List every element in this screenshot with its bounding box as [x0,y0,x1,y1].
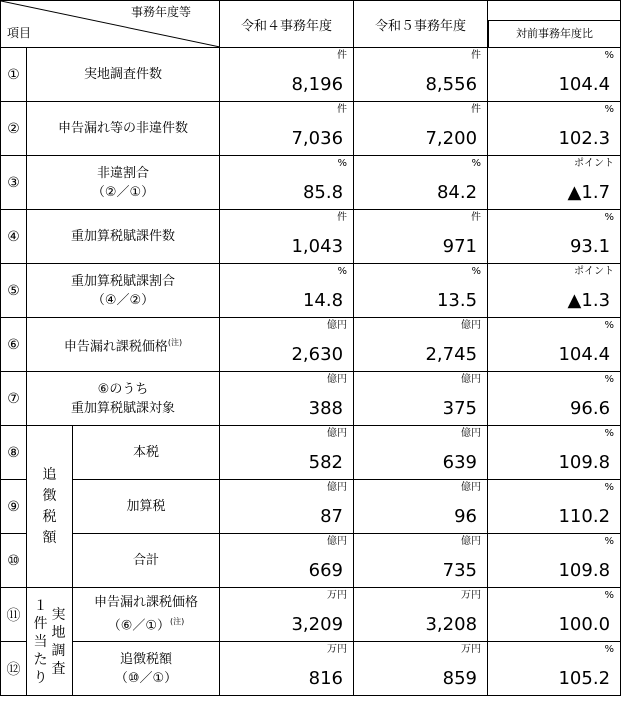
corner-header-cell [1,1,220,48]
value-ratio: 104.4 [558,344,611,365]
row-label-line1: 合計 [133,553,160,568]
row-number: ④ [1,210,27,264]
row-label-line1: 非違割合 [97,165,150,181]
unit-r5: 万円 [461,590,482,601]
table-row [1,264,621,318]
header-ratio-cell [488,1,621,48]
group-char: た [33,651,48,668]
cell-r4 [220,480,354,534]
table-row [1,318,621,372]
row-label [27,102,220,156]
group-char: 実 [51,606,66,623]
cell-r5 [354,264,488,318]
row-number: ⑥ [1,318,27,372]
unit-r5: % [471,158,482,169]
value-r5: 13.5 [436,290,478,311]
cell-ratio [488,372,621,426]
cell-ratio [488,642,621,696]
group-label-per-case [27,588,73,696]
cell-r5 [354,642,488,696]
unit-ratio: % [604,374,615,385]
group-char: 税 [42,508,57,525]
group-label-per-case-b [52,597,66,687]
row-label [73,588,220,642]
unit-ratio: % [604,104,615,115]
unit-r4: 億円 [327,482,348,493]
value-r5: 735 [442,560,478,581]
cell-r5 [354,318,488,372]
row-number: ⑧ [1,426,27,480]
unit-r5: 億円 [461,536,482,547]
row-label [27,372,220,426]
table-row [1,534,621,588]
cell-ratio [488,48,621,102]
cell-r5 [354,426,488,480]
cell-r4 [220,426,354,480]
unit-r5: 件 [471,50,482,61]
value-r4: 1,043 [291,236,344,257]
unit-r4: 件 [337,104,348,115]
row-number: ⑪ [1,588,27,642]
row-number: ② [1,102,27,156]
row-label-line1: 加算税 [126,499,166,514]
cell-r5 [354,480,488,534]
value-ratio: ▲1.7 [567,182,611,203]
cell-r5 [354,210,488,264]
group-char: 当 [33,633,48,650]
cell-ratio [488,480,621,534]
table-row [1,480,621,534]
row-label-line1: 実地調査件数 [84,67,163,82]
cell-ratio [488,426,621,480]
value-r4: 14.8 [302,290,344,311]
row-label-line1: 申告漏れ等の非違件数 [58,121,189,136]
cell-r4 [220,318,354,372]
unit-ratio: ポイント [574,158,615,169]
table-row [1,426,621,480]
table-row [1,210,621,264]
column-header-label: 事務年度等 [131,5,192,19]
row-label-line1: 重加算税賦課割合 [71,273,176,289]
value-r5: 971 [442,236,478,257]
header-r4: 令和４事務年度 [220,1,354,48]
row-label-line1: 本税 [133,445,160,460]
cell-ratio [488,588,621,642]
value-r5: 84.2 [436,182,478,203]
unit-ratio: % [604,428,615,439]
cell-r4 [220,210,354,264]
cell-ratio [488,102,621,156]
cell-r4 [220,372,354,426]
unit-r5: % [471,266,482,277]
value-ratio: 100.0 [558,614,611,635]
unit-ratio: % [604,644,615,655]
unit-r5: 億円 [461,320,482,331]
group-char: １ [33,597,48,614]
value-ratio: 109.8 [558,560,611,581]
cell-r5 [354,156,488,210]
row-label [73,534,220,588]
value-ratio: ▲1.3 [567,290,611,311]
unit-r5: 件 [471,104,482,115]
group-char: 地 [51,624,66,641]
table-row [1,642,621,696]
value-r5: 8,556 [425,74,478,95]
cell-r5 [354,534,488,588]
value-r5: 7,200 [425,128,478,149]
group-char: り [33,669,48,686]
header-row [1,1,621,48]
unit-ratio: % [604,482,615,493]
row-label [73,642,220,696]
unit-ratio: % [604,50,615,61]
unit-r5: 万円 [461,644,482,655]
group-char: 追 [42,466,57,483]
cell-ratio [488,534,621,588]
value-ratio: 109.8 [558,452,611,473]
value-r4: 7,036 [291,128,344,149]
value-ratio: 105.2 [558,668,611,689]
value-ratio: 102.3 [558,128,611,149]
cell-r4 [220,588,354,642]
value-ratio: 110.2 [558,506,611,527]
unit-r5: 億円 [461,428,482,439]
value-r4: 8,196 [291,74,344,95]
row-number: ⑤ [1,264,27,318]
unit-r4: 万円 [327,590,348,601]
cell-r4 [220,534,354,588]
unit-r4: 億円 [327,428,348,439]
unit-r5: 億円 [461,482,482,493]
value-r4: 388 [308,398,344,419]
value-r5: 639 [442,452,478,473]
row-label-line1: 重加算税賦課件数 [71,229,176,244]
row-label-line1: ⑥のうち [97,381,149,397]
group-label-per-case-a [34,597,48,687]
value-ratio: 93.1 [569,236,611,257]
row-number: ⑨ [1,480,27,534]
row-label [27,48,220,102]
unit-r4: 億円 [327,374,348,385]
row-label [73,480,220,534]
unit-r4: % [337,158,348,169]
row-label-line2: （②／①） [91,184,155,200]
cell-r5 [354,102,488,156]
header-r5: 令和５事務年度 [354,1,488,48]
unit-ratio: % [604,320,615,331]
group-char: 額 [42,529,57,546]
unit-r4: 億円 [327,320,348,331]
value-r4: 582 [308,452,344,473]
unit-r4: 億円 [327,536,348,547]
value-ratio: 96.6 [569,398,611,419]
unit-r4: 件 [337,212,348,223]
group-char: 徴 [42,487,57,504]
value-r5: 375 [442,398,478,419]
row-number: ⑩ [1,534,27,588]
value-r5: 96 [454,506,478,527]
value-r4: 87 [320,506,344,527]
value-r5: 2,745 [425,344,478,365]
row-label [27,210,220,264]
row-label-line2: （⑩／①） [114,670,178,686]
cell-ratio [488,318,621,372]
group-char: 件 [33,615,48,632]
note-marker: (注) [170,617,185,627]
unit-r5: 億円 [461,374,482,385]
unit-ratio: % [604,590,615,601]
cell-r5 [354,372,488,426]
unit-ratio: ポイント [574,266,615,277]
row-label [27,318,220,372]
unit-r4: 件 [337,50,348,61]
unit-r5: 件 [471,212,482,223]
row-label-line2: （⑥／①） [107,618,171,634]
group-label-tsuicho [27,426,73,588]
group-char: 査 [51,660,66,677]
value-r4: 816 [308,668,344,689]
row-label-line2: 重加算税賦課対象 [71,400,176,416]
cell-r4 [220,264,354,318]
value-r4: 85.8 [302,182,344,203]
table-row [1,156,621,210]
group-char: 調 [51,642,66,659]
unit-r4: % [337,266,348,277]
row-label-line2: （④／②） [91,292,155,308]
cell-r5 [354,588,488,642]
row-number: ③ [1,156,27,210]
row-number: ⑦ [1,372,27,426]
value-ratio: 104.4 [558,74,611,95]
cell-ratio [488,210,621,264]
row-label [27,264,220,318]
unit-ratio: % [604,212,615,223]
cell-ratio [488,156,621,210]
table-row [1,372,621,426]
cell-ratio [488,264,621,318]
row-label-line1: 申告漏れ課税価格 [94,595,199,611]
cell-r5 [354,48,488,102]
unit-r4: 万円 [327,644,348,655]
row-number: ⑫ [1,642,27,696]
cell-r4 [220,48,354,102]
row-label [27,156,220,210]
row-label [73,426,220,480]
table-row [1,588,621,642]
header-ratio: 対前事務年度比 [488,20,620,47]
note-marker: (注) [167,337,183,347]
table-row [1,48,621,102]
table-row [1,102,621,156]
value-r4: 669 [308,560,344,581]
cell-r4 [220,102,354,156]
row-number: ① [1,48,27,102]
row-label-line1: 追徴税額 [120,651,173,667]
row-label-line1: 申告漏れ課税価格 [63,339,168,355]
value-r4: 3,209 [291,614,344,635]
value-r5: 3,208 [425,614,478,635]
cell-r4 [220,156,354,210]
unit-ratio: % [604,536,615,547]
cell-r4 [220,642,354,696]
value-r5: 859 [442,668,478,689]
value-r4: 2,630 [291,344,344,365]
row-header-label: 項目 [7,26,32,40]
